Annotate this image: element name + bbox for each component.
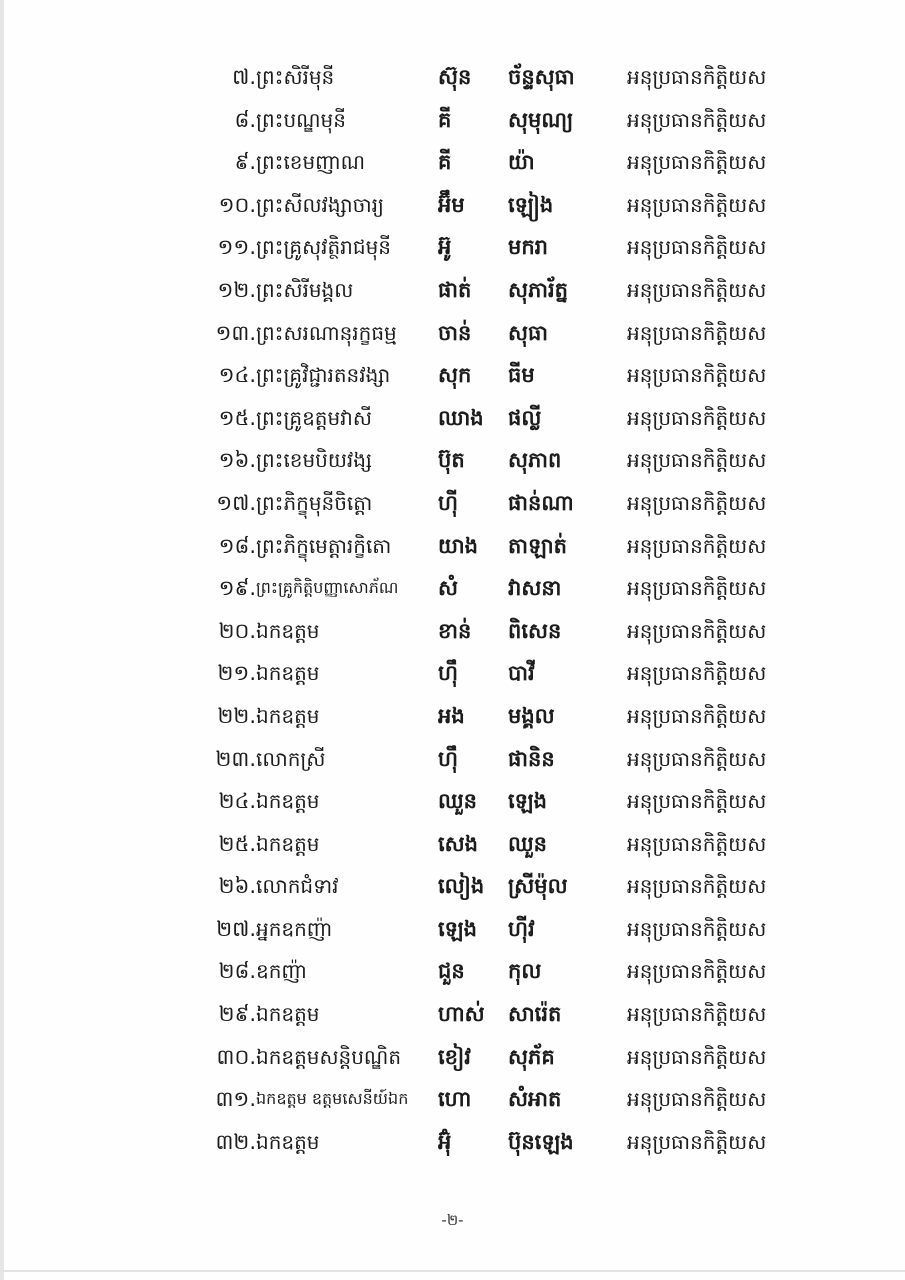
list-item — [0, 56, 905, 99]
role-label: អនុប្រធានកិត្តិយស — [627, 1002, 767, 1027]
given-name: វាសនា — [508, 576, 562, 601]
role-label: អនុប្រធានកិត្តិយស — [627, 277, 767, 302]
item-number: ២១. — [217, 661, 256, 686]
list-item — [0, 567, 905, 610]
item-number: ២៥. — [218, 831, 256, 856]
given-name: សំអាត — [508, 1087, 562, 1112]
surname: យាង — [438, 533, 478, 558]
role-label: អនុប្រធានកិត្តិយស — [627, 405, 767, 430]
role-label: អនុប្រធានកិត្តិយស — [627, 192, 767, 217]
honorific-title: ឯកឧត្តម — [256, 703, 320, 728]
honorific-title: ព្រះខេមញាណ — [256, 150, 365, 175]
item-number: ២៧. — [216, 916, 256, 941]
given-name: សារ៉េត — [508, 1002, 562, 1027]
list-item — [0, 226, 905, 269]
honorific-title: ព្រះសីលវង្សាចារ្យ — [256, 192, 384, 217]
item-number: ១២. — [217, 277, 256, 302]
honorific-title: ព្រះសិរីមង្គល — [256, 277, 354, 302]
given-name: យ៉ា — [508, 150, 535, 175]
surname: ឈួន — [438, 789, 477, 814]
honorific-title: ឧកញ៉ា — [256, 959, 307, 984]
role-label: អនុប្រធានកិត្តិយស — [627, 235, 767, 260]
given-name: មង្គល — [508, 703, 555, 728]
given-name: តាឡាត់ — [508, 533, 567, 558]
list-item — [0, 950, 905, 993]
honorary-vice-president-list — [0, 56, 905, 1163]
page-number: -២- — [441, 1211, 464, 1229]
given-name: ឡេង — [508, 789, 547, 814]
honorific-title: ឯកឧត្តមសន្តិបណ្ឌិត — [256, 1044, 402, 1069]
role-label: អនុប្រធានកិត្តិយស — [627, 448, 767, 473]
honorific-title: លោកជំទាវ — [256, 874, 339, 899]
given-name: ផាន់ណា — [508, 490, 574, 515]
role-label: អនុប្រធានកិត្តិយស — [627, 661, 767, 686]
list-item — [0, 1078, 905, 1121]
role-label: អនុប្រធានកិត្តិយស — [627, 150, 767, 175]
given-name: សុភ័គ — [508, 1044, 555, 1069]
list-item — [0, 184, 905, 227]
list-item — [0, 99, 905, 142]
item-number: ៣០. — [216, 1044, 256, 1069]
surname: ខៀវ — [438, 1044, 471, 1069]
surname: ហ៊ឹ — [438, 661, 458, 686]
item-number: ១៦. — [218, 448, 256, 473]
honorific-title: ឯកឧត្តម — [256, 661, 320, 686]
role-label: អនុប្រធានកិត្តិយស — [627, 320, 767, 345]
honorific-title: ព្រះបណ្ឌមុនី — [256, 107, 346, 132]
surname: អ៊ឹម — [438, 192, 465, 217]
given-name: ហ៊ីវ — [508, 916, 535, 941]
honorific-title: ឯកឧត្តម — [256, 789, 320, 814]
list-item — [0, 738, 905, 781]
role-label: អនុប្រធានកិត្តិយស — [627, 533, 767, 558]
surname: អ៊ូ — [438, 235, 452, 260]
surname: គី — [438, 107, 452, 132]
list-item — [0, 1121, 905, 1164]
honorific-title: ឯកឧត្តម — [256, 618, 320, 643]
list-item — [0, 397, 905, 440]
surname: ប៊ុត — [438, 448, 465, 473]
surname: សំ — [438, 576, 458, 601]
given-name: សុភារ័ត្ន — [508, 277, 568, 302]
given-name: បាវី — [508, 661, 535, 686]
honorific-title: ព្រះភិក្ខុមុនីចិត្តោ — [256, 490, 373, 515]
role-label: អនុប្រធានកិត្តិយស — [627, 618, 767, 643]
honorific-title: ឯកឧត្តម — [256, 1129, 320, 1154]
role-label: អនុប្រធានកិត្តិយស — [627, 916, 767, 941]
item-number: ២០. — [218, 618, 256, 643]
role-label: អនុប្រធានកិត្តិយស — [627, 363, 767, 388]
item-number: ១៥. — [218, 405, 256, 430]
given-name: ផានិន — [508, 746, 555, 771]
item-number: ១០. — [218, 192, 256, 217]
surname: ជួន — [438, 959, 465, 984]
list-item — [0, 695, 905, 738]
item-number: ១៨. — [218, 533, 256, 558]
role-label: អនុប្រធានកិត្តិយស — [627, 490, 767, 515]
given-name: សុធា — [508, 320, 548, 345]
list-item — [0, 141, 905, 184]
surname: សេង — [438, 831, 478, 856]
honorific-title: ឯកឧត្តម — [256, 1002, 320, 1027]
surname: ចាន់ — [438, 320, 472, 345]
given-name: ពិសេន — [508, 618, 562, 643]
honorific-title: ព្រះភិក្ខុមេត្តារក្ខិតោ — [256, 533, 392, 558]
list-item — [0, 908, 905, 951]
surname: ខាន់ — [438, 618, 472, 643]
surname: គី — [438, 150, 452, 175]
surname: ហ៊ឹ — [438, 746, 458, 771]
honorific-title: ព្រះសិរីមុនី — [256, 65, 335, 89]
surname: ហាស់ — [438, 1002, 485, 1027]
list-item — [0, 865, 905, 908]
role-label: អនុប្រធានកិត្តិយស — [627, 831, 767, 856]
item-number: ២៣. — [215, 746, 256, 771]
item-number: ១៩. — [218, 576, 256, 601]
item-number: ២៦. — [218, 874, 256, 899]
role-label: អនុប្រធានកិត្តិយស — [627, 1044, 767, 1069]
given-name: ស្រីម៉ុល — [508, 874, 568, 899]
surname: ហោ — [438, 1087, 472, 1112]
surname: ឡេង — [438, 916, 477, 941]
honorific-title: លោកស្រី — [256, 746, 326, 771]
list-item — [0, 780, 905, 823]
list-item — [0, 610, 905, 653]
honorific-title: ព្រះសរណានុរក្ខធម្ម — [256, 320, 397, 345]
item-number: ១៤. — [218, 363, 256, 388]
given-name: ឈួន — [508, 831, 547, 856]
item-number: ១៧. — [216, 490, 256, 515]
item-number: ៧. — [232, 65, 256, 89]
surname: ស៊ុន — [438, 65, 472, 89]
list-item — [0, 525, 905, 568]
given-name: ប៊ុនឡេង — [508, 1129, 574, 1154]
list-item — [0, 354, 905, 397]
item-number: ៨. — [234, 107, 256, 132]
role-label: អនុប្រធានកិត្តិយស — [627, 1087, 767, 1112]
surname: អង — [438, 703, 465, 728]
given-name: ច័ន្ទសុធា — [508, 65, 575, 89]
item-number: ២៨. — [218, 959, 256, 984]
page-edge-bottom — [0, 1270, 905, 1272]
role-label: អនុប្រធានកិត្តិយស — [627, 789, 767, 814]
role-label: អនុប្រធានកិត្តិយស — [627, 107, 767, 132]
role-label: អនុប្រធានកិត្តិយស — [627, 703, 767, 728]
surname: ឈាង — [438, 405, 484, 430]
honorific-title: ព្រះគ្រូសុវត្ថិរាជមុនី — [256, 235, 391, 260]
list-item — [0, 439, 905, 482]
item-number: ១៣. — [215, 320, 256, 345]
item-number: ១១. — [217, 235, 256, 260]
item-number: ៣២. — [215, 1129, 256, 1154]
honorific-title: ព្រះគ្រូវិជ្ជារតនវង្សា — [256, 363, 391, 388]
given-name: ផល្លី — [508, 405, 542, 430]
surname: លៀង — [438, 874, 485, 899]
role-label: អនុប្រធានកិត្តិយស — [627, 65, 767, 89]
role-label: អនុប្រធានកិត្តិយស — [627, 576, 767, 601]
given-name: មករា — [508, 235, 548, 260]
surname: ផាត់ — [438, 277, 472, 302]
role-label: អនុប្រធានកិត្តិយស — [627, 746, 767, 771]
list-item — [0, 1036, 905, 1079]
surname: ហ៊ី — [438, 490, 458, 515]
item-number: ៣១. — [215, 1087, 256, 1112]
role-label: អនុប្រធានកិត្តិយស — [627, 959, 767, 984]
item-number: ២២. — [217, 703, 256, 728]
honorific-title: ព្រះគ្រូកិត្តិបញ្ញាសោភ័ណ — [256, 578, 399, 598]
given-name: ធីម — [508, 363, 535, 388]
given-name: ឡៀង — [508, 192, 554, 217]
list-item — [0, 312, 905, 355]
honorific-title: ឯកឧត្តម — [256, 831, 320, 856]
role-label: អនុប្រធានកិត្តិយស — [627, 1129, 767, 1154]
item-number: ២៩. — [218, 1002, 256, 1027]
item-number: ៩. — [234, 150, 256, 175]
honorific-title: ព្រះខេមបិយវង្ស — [256, 448, 372, 473]
list-item — [0, 652, 905, 695]
list-item — [0, 823, 905, 866]
surname: អ៊ុំ — [438, 1129, 452, 1154]
item-number: ២៤. — [218, 789, 256, 814]
surname: សុក — [438, 363, 472, 388]
role-label: អនុប្រធានកិត្តិយស — [627, 874, 767, 899]
honorific-title: ឯកឧត្តម ឧត្តមសេនីយ៍ឯក — [256, 1089, 409, 1109]
honorific-title: ព្រះគ្រូឧត្តមវាសី — [256, 405, 372, 430]
list-item — [0, 269, 905, 312]
list-item — [0, 993, 905, 1036]
given-name: សុមុណ្យ — [508, 107, 574, 132]
given-name: សុភាព — [508, 448, 562, 473]
honorific-title: អ្នកឧកញ៉ា — [256, 916, 333, 941]
list-item — [0, 482, 905, 525]
given-name: កុល — [508, 959, 542, 984]
